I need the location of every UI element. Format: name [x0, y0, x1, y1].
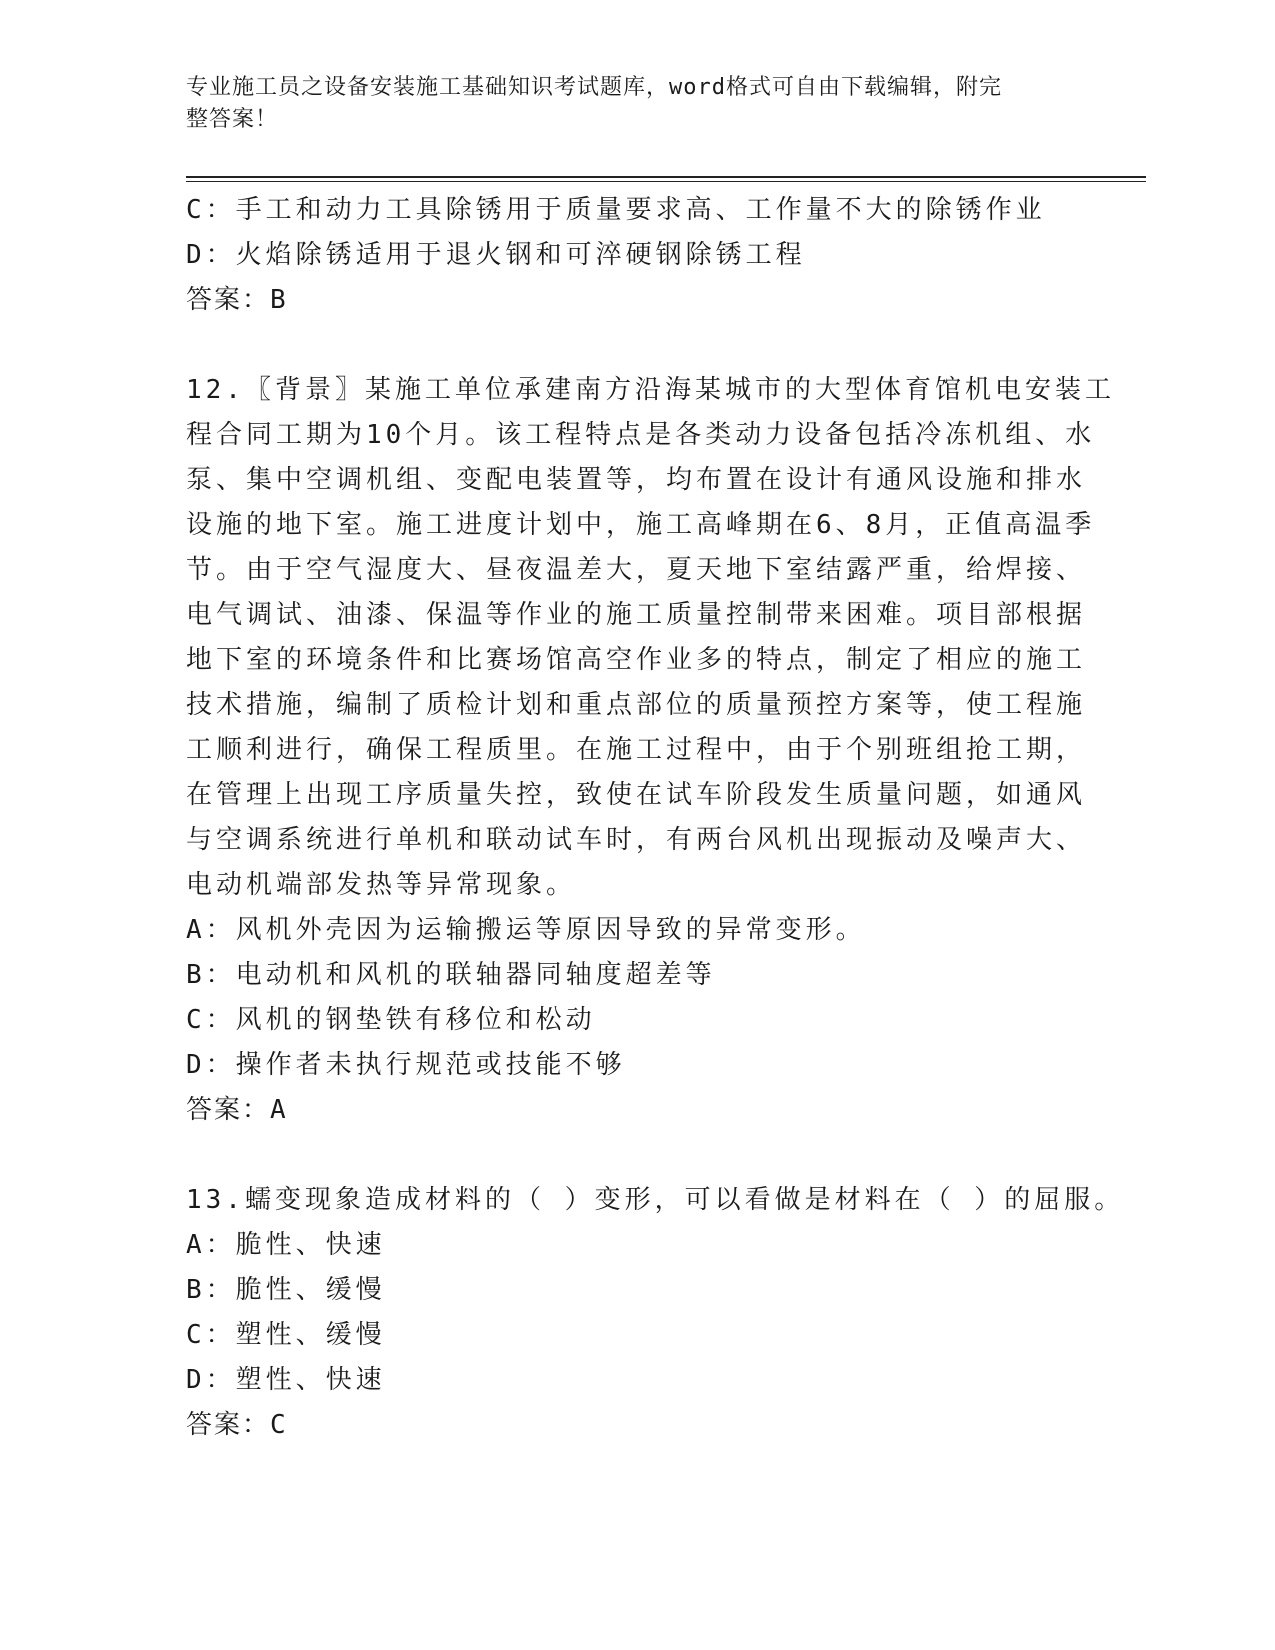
header-line-1: 专业施工员之设备安装施工基础知识考试题库，word格式可自由下载编辑，附完: [186, 75, 1002, 100]
q13-option-c: C：塑性、缓慢: [186, 1320, 386, 1350]
spacer: [186, 1133, 1086, 1178]
prev-option-c: C：手工和动力工具除锈用于质量要求高、工作量不大的除锈作业: [186, 195, 1046, 225]
q12-option-a: A：风机外壳因为运输搬运等原因导致的异常变形。: [186, 915, 866, 945]
q12-answer: 答案：A: [186, 1095, 288, 1125]
q12-stem-line: 设施的地下室。施工进度计划中，施工高峰期在6、8月，正值高温季: [186, 510, 1096, 540]
q13-option-b: B：脆性、缓慢: [186, 1275, 386, 1305]
document-header: [186, 72, 1066, 136]
q12-stem-line: 与空调系统进行单机和联动试车时，有两台风机出现振动及噪声大、: [186, 825, 1087, 855]
q12-stem-line: 电动机端部发热等异常现象。: [186, 870, 577, 900]
q13-stem: 13.蠕变现象造成材料的（ ）变形，可以看做是材料在（ ）的屈服。: [186, 1185, 1125, 1215]
q12-option-d: D：操作者未执行规范或技能不够: [186, 1050, 626, 1080]
q12-option-c: C：风机的钢垫铁有移位和松动: [186, 1005, 596, 1035]
prev-answer: 答案：B: [186, 285, 288, 315]
q12-option-b: B：电动机和风机的联轴器同轴度超差等: [186, 960, 716, 990]
q12-stem-line: 地下室的环境条件和比赛场馆高空作业多的特点，制定了相应的施工: [186, 645, 1087, 675]
q13-option-a: A：脆性、快速: [186, 1230, 386, 1260]
document-body: [186, 188, 1125, 1448]
q12-stem-line: 电气调试、油漆、保温等作业的施工质量控制带来困难。项目部根据: [186, 600, 1087, 630]
q13-option-d: D：塑性、快速: [186, 1365, 386, 1395]
q13-answer: 答案：C: [186, 1410, 288, 1440]
q12-stem-line: 在管理上出现工序质量失控，致使在试车阶段发生质量问题，如通风: [186, 780, 1087, 810]
q12-stem-line: 12.〖背景〗某施工单位承建南方沿海某城市的大型体育馆机电安装工: [186, 375, 1115, 405]
q12-stem-line: 节。由于空气湿度大、昼夜温差大，夏天地下室结露严重，给焊接、: [186, 555, 1087, 585]
prev-option-d: D：火焰除锈适用于退火钢和可淬硬钢除锈工程: [186, 240, 806, 270]
spacer: [186, 323, 1086, 368]
header-divider-thick: [186, 176, 1146, 178]
q12-stem-line: 技术措施，编制了质检计划和重点部位的质量预控方案等，使工程施: [186, 690, 1087, 720]
question-12: [186, 368, 1115, 1133]
header-line-2: 整答案！: [186, 107, 279, 132]
question-13: [186, 1178, 1125, 1448]
q12-stem-line: 泵、集中空调机组、变配电装置等，均布置在设计有通风设施和排水: [186, 465, 1087, 495]
q12-stem-line: 程合同工期为10个月。该工程特点是各类动力设备包括冷冻机组、水: [186, 420, 1096, 450]
header-divider-thin: [186, 181, 1146, 182]
q12-stem-line: 工顺利进行，确保工程质里。在施工过程中，由于个别班组抢工期，: [186, 735, 1087, 765]
